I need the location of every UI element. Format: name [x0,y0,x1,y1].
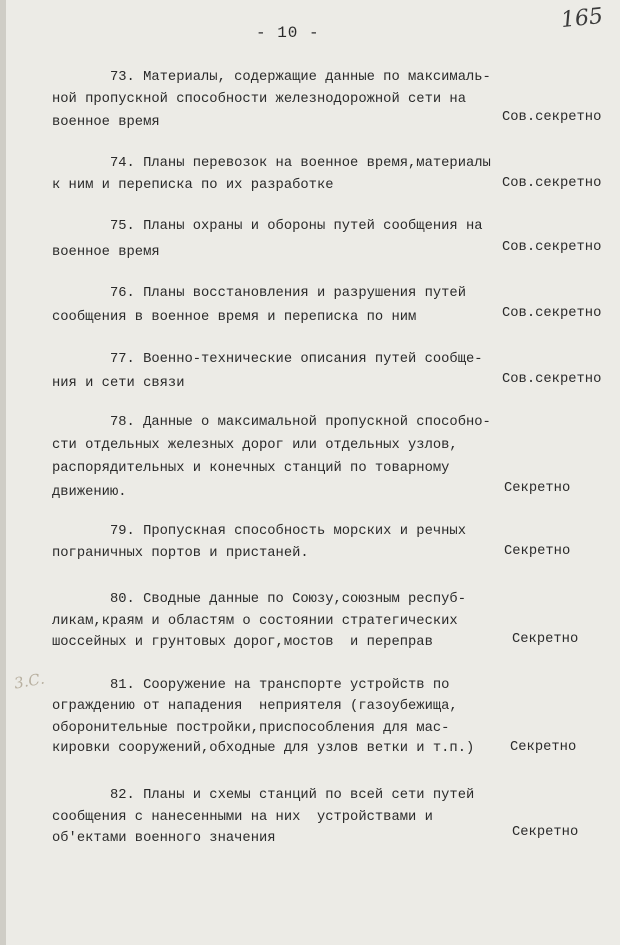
item-line: оборонительные постройки,приспособления для мас- [52,721,450,736]
item-line: движению. [52,485,127,500]
classification-label: Сов.секретно [502,110,602,125]
classification-label: Секретно [512,632,579,647]
item-line: пограничных портов и пристаней. [52,546,309,561]
classification-label: Секретно [504,544,571,559]
item-line: военное время [52,115,160,130]
classification-label: Сов.секретно [502,176,602,191]
item-line: 73. Материалы, содержащие данные по максималь- [52,70,491,85]
item-line: ограждению от нападения неприятеля (газоубежища, [52,699,458,714]
item-line: 75. Планы охраны и обороны путей сообщения на [52,219,483,234]
classification-label: Секретно [512,825,579,840]
item-line: сти отдельных железных дорог или отдельных узлов, [52,438,458,453]
page-number: - 10 - [256,24,320,42]
item-line: 78. Данные о максимальной пропускной способно- [52,415,491,430]
classification-label: Секретно [510,740,577,755]
item-line: распорядительных и конечных станций по товарному [52,461,450,476]
item-line: 80. Сводные данные по Союзу,союзным респуб- [52,592,466,607]
item-line: шоссейных и грунтовых дорог,мостов и переправ [52,635,433,650]
item-line: кировки сооружений,обходные для узлов ветки и т.п.) [52,741,475,756]
item-line: 81. Сооружение на транспорте устройств по [52,678,450,693]
item-line: 77. Военно-технические описания путей сообще- [52,352,483,367]
item-line: 74. Планы перевозок на военное время,материалы [52,156,491,171]
item-line: об'ектами военного значения [52,831,276,846]
classification-label: Сов.секретно [502,372,602,387]
archive-handwritten-number: 165 [559,3,605,34]
item-line: сообщения с нанесенными на них устройствами и [52,810,433,825]
item-line: ния и сети связи [52,376,185,391]
item-line: ной пропускной способности железнодорожной сети на [52,92,466,107]
item-line: сообщения в военное время и переписка по ним [52,310,417,325]
classification-label: Сов.секретно [502,240,602,255]
item-line: 76. Планы восстановления и разрушения путей [52,286,466,301]
item-line: 82. Планы и схемы станций по всей сети путей [52,788,475,803]
margin-handwritten-note: 3.С. [12,669,46,693]
classification-label: Секретно [504,481,571,496]
item-line: 79. Пропускная способность морских и речных [52,524,466,539]
classification-label: Сов.секретно [502,306,602,321]
item-line: к ним и переписка по их разработке [52,178,334,193]
item-line: ликам,краям и областям о состоянии стратегических [52,614,458,629]
item-line: военное время [52,245,160,260]
